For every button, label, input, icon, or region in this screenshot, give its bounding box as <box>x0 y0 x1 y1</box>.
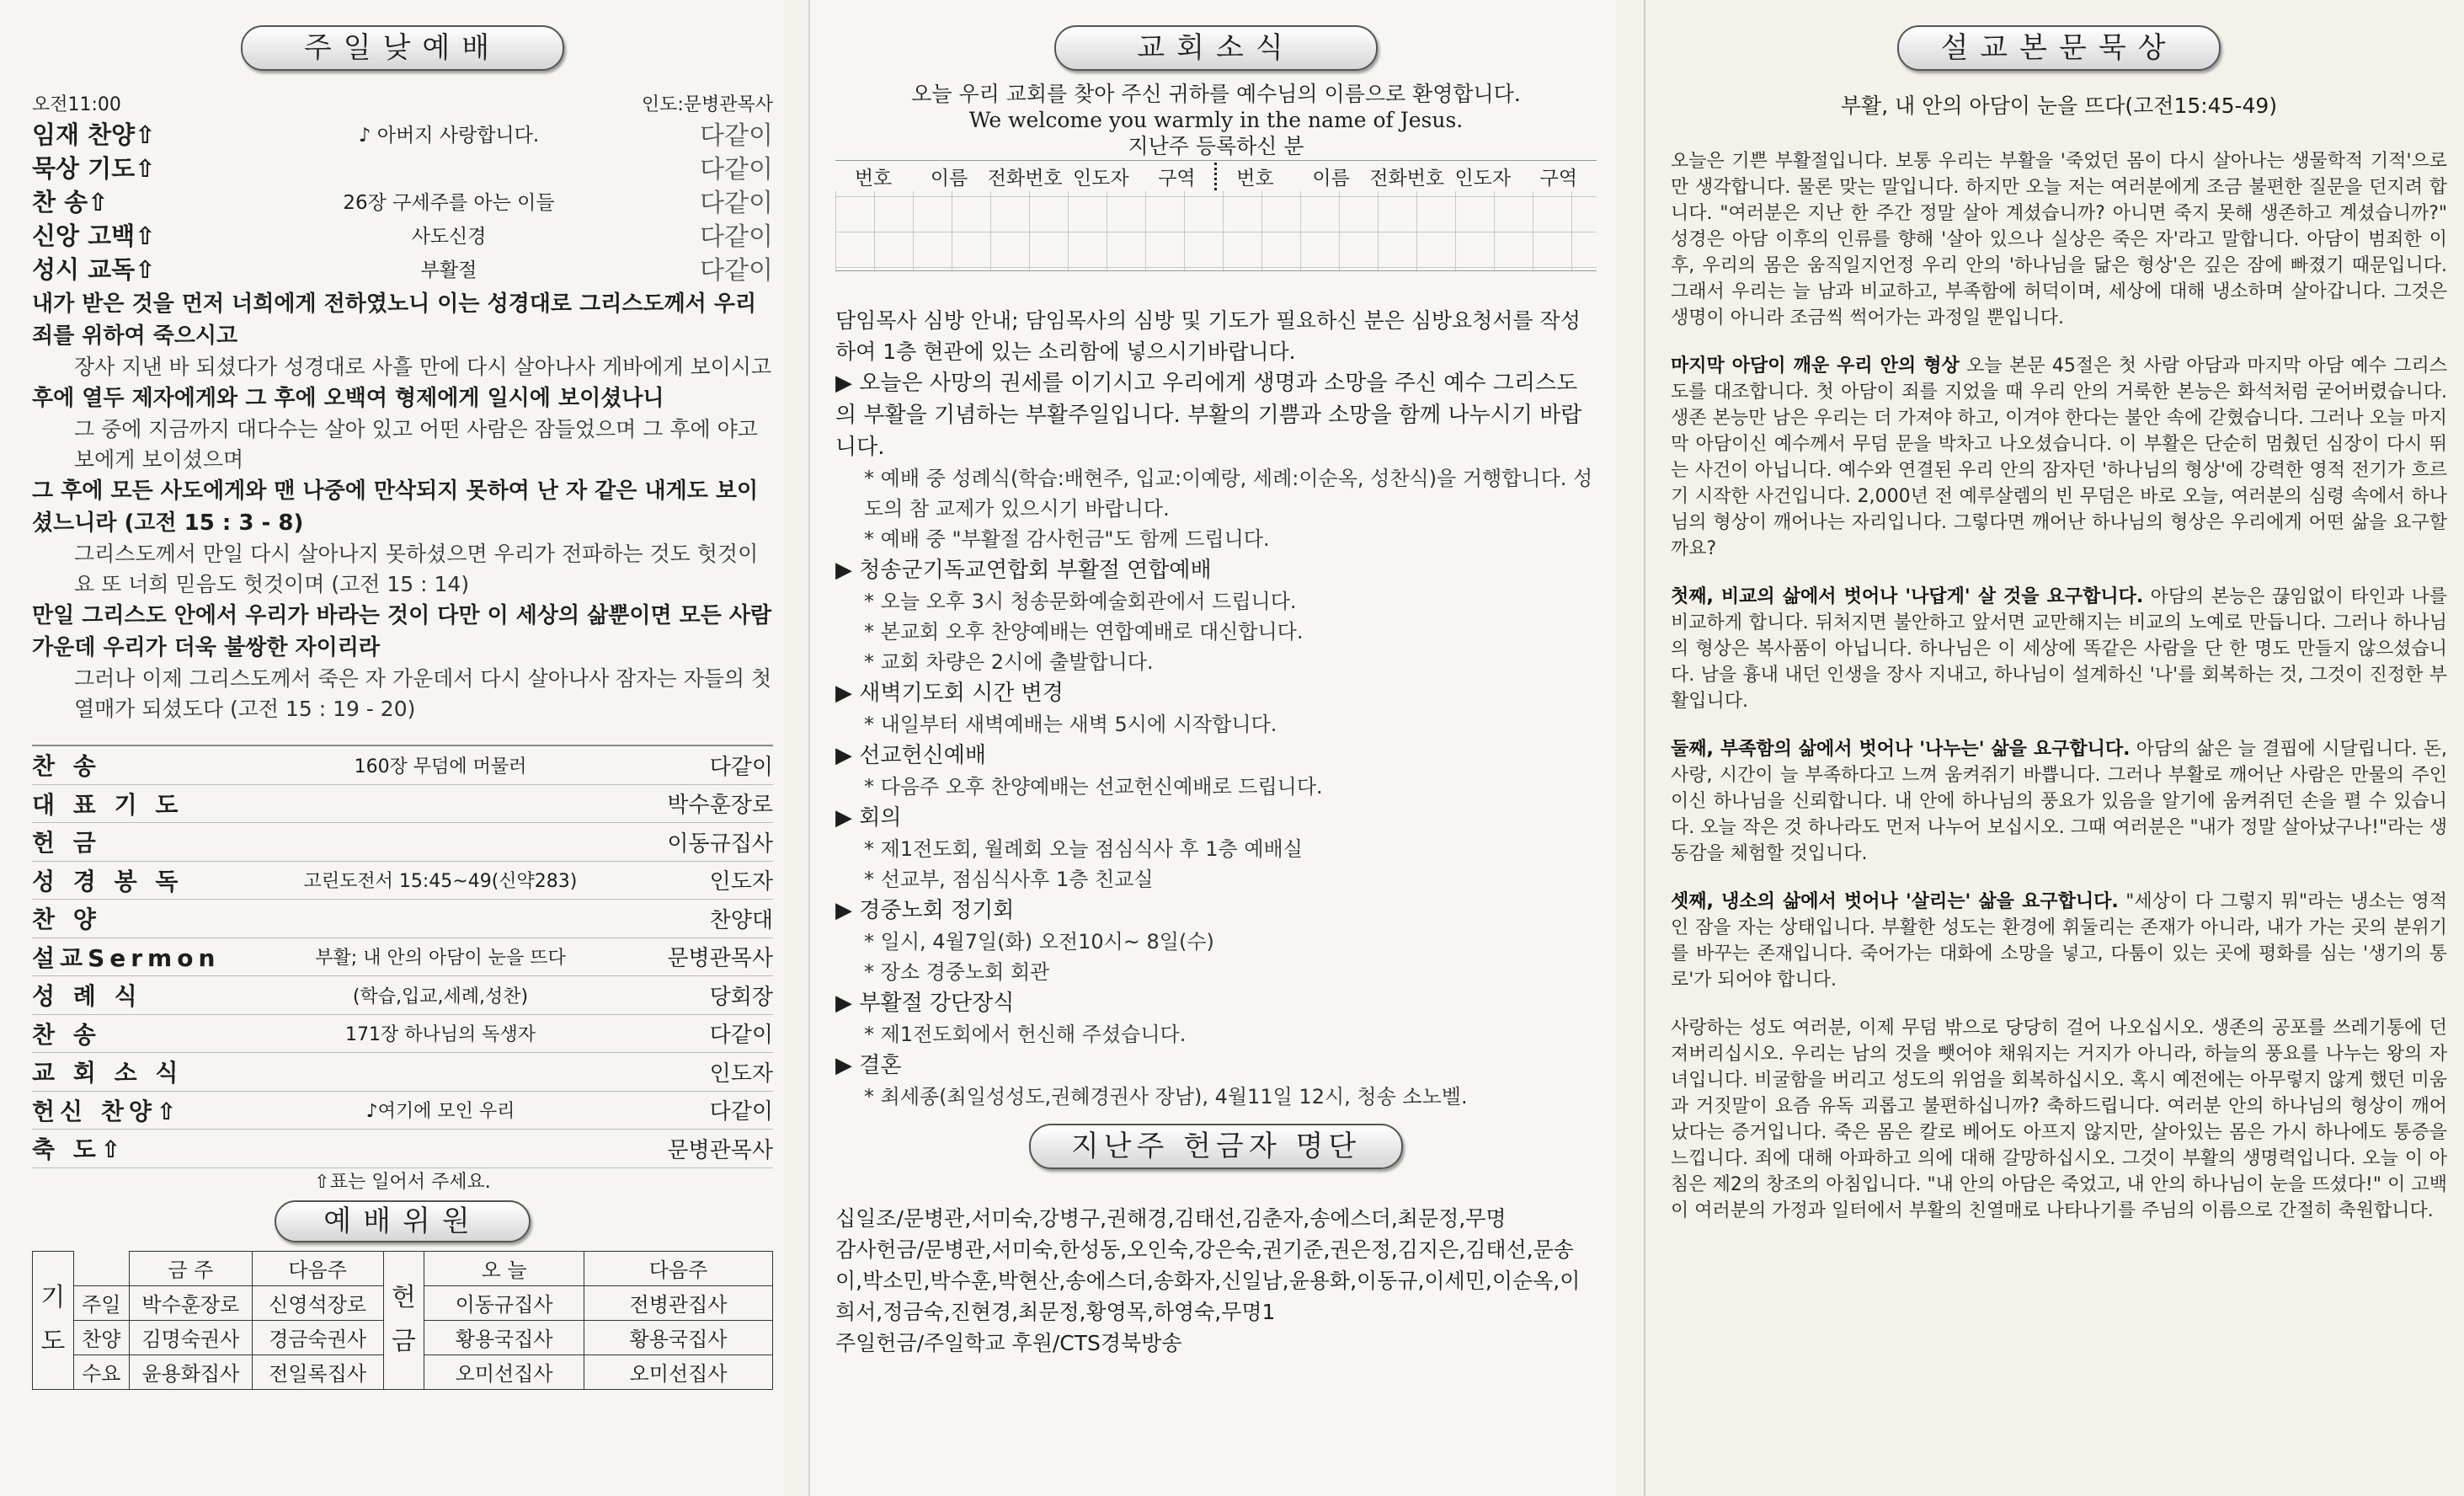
registration-col-head: 번호 <box>854 167 893 190</box>
welcome-korean: 오늘 우리 교회를 찾아 주신 귀하를 예수님의 이름으로 환영합니다. <box>911 82 1521 106</box>
donor-list <box>835 1203 1597 1359</box>
order-row <box>32 823 773 862</box>
order-label: 성 례 식 <box>32 982 142 1011</box>
paragraph-body: 아담의 삶은 늘 결핍에 시달립니다. 돈, 사랑, 시간이 늘 부족하다고 느껴 움켜쥐기 바쁩니다. 그러나 부활로 깨어난 사람은 만물의 주인이신 하나님을 신뢰합니다. 내 안에 하나님의 풍요가 있음을 알기에 움켜쥐던 손을 펼 수 있습니다. 오늘 작은 것 하나라도 먼저 나누어 보십시오. 그때 여러분은 "내가 정말 살아났구나!"라는 생동감을 체험할 것입니다. <box>1671 739 2447 864</box>
committee-cell: 전병관집사 <box>584 1285 773 1320</box>
news-heading: 경중노회 정기회 <box>859 898 1015 923</box>
news-detail: * 선교부, 점심식사후 1층 친교실 <box>864 868 1154 891</box>
reading-congregation-line: 그 중에 지금까지 대다수는 살아 있고 어떤 사람은 잠들었으며 그 후에 야고보에게 보이셨으며 <box>74 417 758 472</box>
order-detail: 부활; 내 안의 아담이 눈을 뜨다 <box>315 948 566 970</box>
donor-line: 감사헌금/문병관,서미숙,한성동,오인숙,강은숙,권기준,권은정,김지은,김태선,문송이,박소민,박수훈,박현산,송에스더,송화자,신일남,윤용화,이동규,이세민,이순옥,이희서,정금숙,진현경,최문정,황영목,하영숙,무명1 <box>835 1237 1581 1324</box>
news-detail: * 제1전도회에서 헌신해 주셨습니다. <box>864 1023 1187 1046</box>
order-label: 찬 송 <box>32 752 101 781</box>
reading-leader-line: 후에 열두 제자에게와 그 후에 오백여 형제에게 일시에 보이셨나니 <box>32 386 664 411</box>
reading-congregation-line: 그리스도께서 만일 다시 살아나지 못하셨으면 우리가 전파하는 것도 헛것이요 또 너희 믿음도 헛것이며 (고전 15 : 14) <box>74 542 759 596</box>
reading-congregation-line: 그러나 이제 그리스도께서 죽은 자 가운데서 다시 살아나사 잠자는 자들의 첫 열매가 되셨도다 (고전 15 : 19 - 20) <box>74 666 772 721</box>
order-row <box>32 746 773 785</box>
triangle-icon: ▶ <box>835 898 860 923</box>
triangle-icon: ▶ <box>835 371 860 396</box>
meditation-paragraph <box>1671 889 2447 993</box>
committee-cell: 신영석장로 <box>252 1285 383 1320</box>
paragraph-lead: 첫째, 비교의 삶에서 벗어나 '나답게' 살 것을 요구합니다. <box>1671 586 2144 607</box>
news-item <box>835 987 1597 1019</box>
news-item <box>835 895 1597 927</box>
triangle-icon: ▶ <box>835 991 860 1016</box>
order-row <box>32 785 773 824</box>
order-leader: 다같이 <box>700 189 773 218</box>
news-detail: * 장소 경중노회 회관 <box>864 960 1050 984</box>
donor-line: 십일조/문병관,서미숙,강병구,권해경,김태선,김춘자,송에스더,최문정,무명 <box>835 1206 1507 1231</box>
news-detail: * 다음주 오후 찬양예배는 선교헌신예배로 드립니다. <box>864 775 1323 799</box>
order-leader: 이동규집사 <box>667 831 773 857</box>
order-leader: 다같이 <box>700 121 773 151</box>
committee-cell: 황용국집사 <box>584 1320 773 1354</box>
registration-col-head: 인도자 <box>1454 167 1512 190</box>
registration-col-head: 구역 <box>1158 167 1196 190</box>
committee-table <box>32 1251 773 1390</box>
order-leader: 다같이 <box>700 155 773 184</box>
news-item <box>835 802 1597 834</box>
order-label: 헌 금 <box>32 829 101 858</box>
order-label: 신앙 고백⇧ <box>32 221 156 250</box>
order-of-worship-part-a <box>32 116 773 285</box>
worship-title: 주일낮예배 <box>241 25 564 71</box>
meditation-paragraph <box>1671 1015 2447 1224</box>
paragraph-body: 사랑하는 성도 여러분, 이제 무덤 밖으로 당당히 걸어 나오십시오. 생존의 공포를 쓰레기통에 던져버리십시오. 우리는 남의 것을 뺏어야 채워지는 거지가 아니라, 하늘의 풍요를 나누는 왕의 자녀입니다. 비굴함을 버리고 성도의 위엄을 회복하십시오. 혹시 예전에는 아무렇지 않게 했던 미움과 거짓말이 요즘 유독 괴롭고 불편하십니까? 축하드립니다. 여러분 안의 하나님의 형상이 깨어났다는 증거입니다. 죽은 몸은 칼로 베어도 아프지 않지만, 살아있는 몸은 가시 하나에도 통증을 느낍니다. 죄에 대해 아파하고 의에 대해 갈망하십시오. 그것이 부활의 생명력입니다. 오늘 이 아침은 제2의 창조의 아침입니다. "내 안의 아담은 죽었고, 내 안의 하나님이 눈을 뜨셨다!" 이 고백이 여러분의 가정과 일터에서 부활의 친열매로 나타나기를 주님의 이름으로 간절히 축원합니다. <box>1671 1018 2447 1221</box>
registration-col-head: 구역 <box>1539 167 1578 190</box>
order-leader: 문병관목사 <box>667 946 773 972</box>
committee-cell: 윤용화집사 <box>129 1354 252 1389</box>
paragraph-body: "세상이 다 그렇지 뭐"라는 냉소는 영적인 잠을 자는 상태입니다. 부활한 성도는 환경에 휘둘리는 존재가 아니라, 내가 가는 곳의 분위기를 바꾸는 존재입니다. 죽어가는 대화에 소망을 넣고, 다툼이 있는 곳에 평화를 심는 '생기의 통로'가 되어야 합니다. <box>1671 891 2448 991</box>
col-head-today: 오 늘 <box>424 1251 584 1285</box>
registration-col-head: 인도자 <box>1073 167 1129 190</box>
order-label: 찬 양 <box>32 906 101 934</box>
order-leader: 인도자 <box>709 869 773 895</box>
news-detail: * 내일부터 새벽예배는 새벽 5시에 시작합니다. <box>864 713 1277 736</box>
news-heading: 오늘은 사망의 권세를 이기시고 우리에게 생명과 소망을 주신 예수 그리스도의 부활을 기념하는 부활주일입니다. 부활의 기쁨과 소망을 함께 나누시기 바랍니다. <box>835 371 1582 460</box>
triangle-icon: ▶ <box>835 681 860 706</box>
committee-row-label: 주일 <box>73 1285 129 1320</box>
service-leader: 인도:문병관목사 <box>641 94 773 115</box>
meditation-paragraph <box>1671 736 2447 867</box>
order-detail: 사도신경 <box>411 225 487 248</box>
meditation-subtitle: 부활, 내 안의 아담이 눈을 뜨다(고전15:45-49) <box>1840 94 2278 118</box>
triangle-icon: ▶ <box>835 805 860 831</box>
news-detail: * 예배 중 성례식(학습:배현주, 입교:이예랑, 세례:이순옥, 성찬식)을 거행합니다. 성도의 참 교제가 있으시기 바랍니다. <box>864 467 1593 521</box>
col-head-next-week: 다음주 <box>252 1251 383 1285</box>
meditation-title: 설교본문묵상 <box>1897 25 2221 71</box>
order-row <box>32 150 773 184</box>
news-detail: * 예배 중 "부활절 감사헌금"도 함께 드립니다. <box>864 527 1270 551</box>
order-leader: 다같이 <box>700 256 773 286</box>
news-item <box>835 740 1597 772</box>
committee-cell: 전일록집사 <box>252 1354 383 1389</box>
registration-col-head: 전화번호 <box>987 167 1063 190</box>
meditation-body <box>1671 148 2447 1224</box>
order-leader: 다같이 <box>709 1023 773 1049</box>
offering-side-label: 헌금 <box>383 1251 424 1389</box>
news-detail: * 본교회 오후 찬양예배는 연합예배로 대신합니다. <box>864 620 1304 644</box>
order-label: 교 회 소 식 <box>32 1059 184 1087</box>
order-detail: ♪여기에 모인 우리 <box>365 1101 515 1123</box>
news-heading: 부활절 강단장식 <box>859 991 1015 1016</box>
committee-cell: 오미선집사 <box>584 1354 773 1389</box>
triangle-icon: ▶ <box>835 558 860 583</box>
paragraph-lead: 셋째, 냉소의 삶에서 벗어나 '살리는' 삶을 요구합니다. <box>1671 891 2119 912</box>
meditation-paragraph <box>1671 353 2447 562</box>
order-detail: ♪ 아버지 사랑합니다. <box>358 124 540 147</box>
order-leader: 인도자 <box>709 1061 773 1087</box>
registration-col-head: 번호 <box>1214 163 1293 190</box>
order-row <box>32 938 773 977</box>
order-label: 묵상 기도⇧ <box>32 153 156 183</box>
news-heading: 회의 <box>859 805 902 831</box>
committee-cell: 이동규집사 <box>424 1285 584 1320</box>
meditation-paragraph <box>1671 584 2447 714</box>
order-row <box>32 900 773 938</box>
order-leader: 다같이 <box>700 222 773 252</box>
order-detail: (학습,입교,세례,성찬) <box>352 986 529 1007</box>
committee-row-label: 수요 <box>73 1354 129 1389</box>
registration-title: 지난주 등록하신 분 <box>1128 134 1304 158</box>
paragraph-body: 아담의 본능은 끊임없이 타인과 나를 비교하게 합니다. 뒤처지면 불안하고 앞서면 교만해지는 비교의 노예로 만듭니다. 그러나 하나님의 형상은 복사품이 아닙니다. 하나님은 이 세상에 똑같은 사람을 단 한 명도 만들지 않으셨습니다. 남을 흉내 내던 인생을 장사 지내고, 하나님이 설계하신 '나'를 회복하는 것, 그것이 진정한 부활입니다. <box>1671 586 2447 712</box>
order-row <box>32 116 773 150</box>
meditation-paragraph <box>1671 148 2447 331</box>
order-row <box>32 1053 773 1092</box>
news-detail: * 일시, 4월7일(화) 오전10시~ 8일(수) <box>864 930 1214 954</box>
news-item <box>835 367 1597 463</box>
service-info <box>32 89 773 116</box>
news-detail: * 교회 차량은 2시에 출발합니다. <box>864 650 1154 674</box>
registration-col-head: 이름 <box>1312 167 1350 190</box>
news-detail: * 제1전도회, 월례회 오늘 점심식사 후 1층 예배실 <box>864 837 1303 861</box>
reading-leader-line: 만일 그리스도 안에서 우리가 바라는 것이 다만 이 세상의 삶뿐이면 모든 사람 가운데 우리가 더욱 불쌍한 자이리라 <box>32 603 772 660</box>
divider <box>32 724 773 746</box>
order-leader: 찬양대 <box>709 907 773 933</box>
committee-cell: 경금숙권사 <box>252 1320 383 1354</box>
news-detail: * 오늘 오후 3시 청송문화예술회관에서 드립니다. <box>864 590 1297 613</box>
order-label: 대 표 기 도 <box>32 790 184 819</box>
order-label: 설교Sermon <box>32 943 221 972</box>
paragraph-lead: 둘째, 부족함의 삶에서 벗어나 '나누는' 삶을 요구합니다. <box>1671 739 2131 760</box>
order-label: 찬 송⇧ <box>32 187 109 216</box>
committee-row-label: 찬양 <box>73 1320 129 1354</box>
order-row <box>32 217 773 251</box>
triangle-icon: ▶ <box>835 1053 860 1078</box>
order-row <box>32 862 773 900</box>
registration-col-head: 전화번호 <box>1369 167 1445 190</box>
news-detail: * 최세종(최일성성도,권혜경권사 장남), 4월11일 12시, 청송 소노벨. <box>864 1085 1468 1109</box>
order-row <box>32 976 773 1015</box>
order-row <box>32 1092 773 1130</box>
news-heading: 새벽기도회 시간 변경 <box>859 681 1064 706</box>
paragraph-body: 오늘은 기쁜 부활절입니다. 보통 우리는 부활을 '죽었던 몸이 다시 살아나는 생물학적 기적'으로만 생각합니다. 물론 맞는 말입니다. 하지만 오늘 저는 여러분에게 조금 불편한 질문을 던지려 합니다. "여러분은 지난 한 주간 정말 살아 계셨습니까? 아니면 죽지 못해 생존하고 계셨습니까?" 성경은 아담 이후의 인류를 향해 '살아 있으나 실상은 죽은 자'라고 말합니다. 아담이 범죄한 이후, 우리의 몸은 움직일지언정 우리 안의 '하나님을 닮은 형상'은 깊은 잠에 빠졌기 때문입니다. 그래서 우리는 늘 남과 비교하고, 부족함에 허덕이며, 세상에 대해 냉소하며 살아갑니다. 그것은 생명이 아니라 조금씩 썩어가는 과정일 뿐입니다. <box>1671 151 2447 329</box>
news-item <box>835 1050 1597 1082</box>
standing-note: ⇧표는 일어서 주세요. <box>314 1171 491 1193</box>
order-leader: 다같이 <box>709 754 773 780</box>
order-row <box>32 251 773 285</box>
triangle-icon: ▶ <box>835 743 860 768</box>
news-heading: 청송군기독교연합회 부활절 연합예배 <box>859 558 1212 583</box>
order-label: 임재 찬양⇧ <box>32 120 156 149</box>
responsive-reading <box>32 288 773 724</box>
church-news-column <box>808 0 1617 1496</box>
paragraph-lead: 마지막 아담이 깨운 우리 안의 형상 <box>1671 355 1960 377</box>
order-detail: 171장 하나님의 독생자 <box>345 1024 536 1046</box>
committee-cell: 김명숙권사 <box>129 1320 252 1354</box>
order-row <box>32 1015 773 1054</box>
order-leader: 다같이 <box>709 1099 773 1125</box>
committee-cell: 오미선집사 <box>424 1354 584 1389</box>
paragraph-body: 오늘 본문 45절은 첫 사람 아담과 마지막 아담 예수 그리스도를 대조합니다. 첫 아담이 죄를 지었을 때 우리 안의 거룩한 본능은 화석처럼 굳어버렸습니다. 생존 본능만 남은 우리는 더 가져야 하고, 이겨야 한다는 불안 속에 갇혔습니다. 그러나 오늘 마지막 아담이신 예수께서 무덤 문을 박차고 나오셨습니다. 이 부활은 단순히 멈췄던 심장이 다시 뛰는 사건이 아닙니다. 예수와 연결된 우리 안의 잠자던 '하나님의 형상'에 강력한 영적 전기가 흐르기 시작한 사건입니다. 2,000년 전 예루살렘의 빈 무덤은 바로 오늘, 여러분의 심령 속에서 하나님의 형상이 깨어나는 자리입니다. 그렇다면 깨어난 하나님의 형상은 우리에게 어떤 삶을 요구할까요? <box>1671 355 2447 559</box>
prayer-side-label: 기도 <box>33 1251 74 1389</box>
sermon-meditation-column <box>1644 0 2464 1496</box>
reading-congregation-line: 장사 지낸 바 되셨다가 성경대로 사흘 만에 다시 살아나사 게바에게 보이시고 <box>74 355 772 379</box>
order-of-worship-part-b <box>32 746 773 1168</box>
news-heading: 선교헌신예배 <box>859 743 986 768</box>
order-leader: 당회장 <box>709 984 773 1010</box>
welcome-english: We welcome you warmly in the name of Jesus. <box>968 108 1464 132</box>
order-detail: 160장 무덤에 머물러 <box>354 756 527 777</box>
col-head-this-week: 금 주 <box>129 1251 252 1285</box>
news-title: 교회소식 <box>1054 25 1378 71</box>
reading-leader-line: 내가 받은 것을 먼저 너희에게 전하였노니 이는 성경대로 그리스도께서 우리 죄를 위하여 죽으시고 <box>32 291 757 349</box>
order-label: 성 경 봉 독 <box>32 867 184 895</box>
registration-header <box>835 161 1597 191</box>
donor-line: 주일헌금/주일학교 후원/CTS경북방송 <box>835 1331 1182 1355</box>
donor-title: 지난주 헌금자 명단 <box>1029 1124 1403 1169</box>
order-detail: 26장 구세주를 아는 이들 <box>343 191 555 214</box>
order-leader: 박수훈장로 <box>667 793 773 819</box>
order-label: 성시 교독⇧ <box>32 254 156 284</box>
news-item <box>835 554 1597 586</box>
committee-title: 예배위원 <box>275 1200 531 1242</box>
committee-cell: 황용국집사 <box>424 1320 584 1354</box>
order-label: 축 도⇧ <box>32 1135 126 1164</box>
order-detail: 부활절 <box>420 259 477 281</box>
registration-col-head: 이름 <box>930 167 968 190</box>
registration-table <box>835 160 1597 271</box>
worship-order-column <box>0 0 783 1496</box>
news-heading: 결혼 <box>859 1053 902 1078</box>
col-head-next-week-2: 다음주 <box>584 1251 773 1285</box>
reading-leader-line: 그 후에 모든 사도에게와 맨 나중에 만삭되지 못하여 난 자 같은 내게도 보이셨느니라 (고전 15 : 3 - 8) <box>32 478 759 536</box>
order-label: 헌신 찬양⇧ <box>32 1097 182 1125</box>
order-row <box>32 1130 773 1168</box>
news-item <box>835 677 1597 709</box>
news-list <box>835 367 1597 1112</box>
order-row <box>32 184 773 217</box>
committee-cell: 박수훈장로 <box>129 1285 252 1320</box>
order-leader: 문병관목사 <box>667 1137 773 1163</box>
order-detail: 고린도전서 15:45~49(신약283) <box>303 871 578 893</box>
visitation-notice: 담임목사 심방 안내; 담임목사의 심방 및 기도가 필요하신 분은 심방요청서를 작성하여 1층 현관에 있는 소리함에 넣으시기바랍니다. <box>835 308 1581 364</box>
order-label: 찬 송 <box>32 1020 101 1049</box>
service-time: 오전11:00 <box>32 94 121 115</box>
